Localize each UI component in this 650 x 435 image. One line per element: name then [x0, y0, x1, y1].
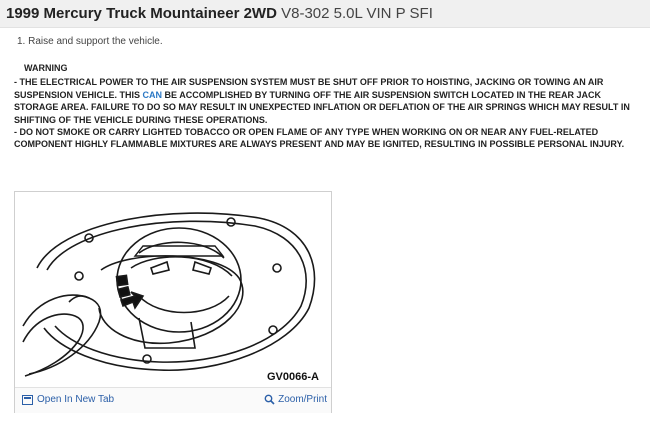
step-text: 1. Raise and support the vehicle. [17, 36, 163, 47]
warning-block [14, 62, 646, 151]
figure-code: GV0066-A [267, 371, 319, 383]
open-in-new-tab-icon [22, 395, 33, 405]
warning-paragraph-1 [14, 76, 646, 126]
vehicle-title: 1999 Mercury Truck Mountaineer 2WD [6, 5, 277, 22]
warning-text: - THE ELECTRICAL POWER TO THE AIR SUSPENSION SYSTEM MUST BE SHUT OFF PRIOR TO HOISTING, JACKING OR TOWING AN AIR SUSPENSION VEHICLE. THIS [14, 77, 604, 100]
warning-text: BE ACCOMPLISHED BY TURNING OFF THE AIR SUSPENSION SWITCH LOCATED IN THE REAR JACK STORAGE AREA. FAILURE TO DO SO MAY RESULT IN UNEXPECTED INFLATION OR DEFLATION OF THE AIR SPRINGS WHICH MAY RESULT IN SHIFTING OF THE VEHICLE DURING THESE OPERATIONS. [14, 89, 630, 125]
fuel-filler-illustration[interactable] [19, 198, 327, 380]
glossary-link[interactable]: CAN [142, 89, 163, 100]
warning-title: WARNING [24, 63, 68, 73]
page-title [6, 5, 433, 22]
warning-paragraph-2: - DO NOT SMOKE OR CARRY LIGHTED TOBACCO OR OPEN FLAME OF ANY TYPE WHEN WORKING ON OR NEAR ANY FUEL-RELATED COMPONENT HIGHLY FLAMMABLE MIXTURES ARE ALWAYS PRESENT AND MAY BE IGNITED, RESULTING IN POSSIBLE PERSONAL INJURY. [14, 127, 625, 150]
engine-subtitle: V8-302 5.0L VIN P SFI [281, 5, 433, 22]
figure-panel [14, 191, 332, 413]
open-in-new-tab-link[interactable] [22, 394, 114, 405]
page-header [0, 0, 650, 28]
figure-toolbar [15, 387, 331, 413]
zoom-label: Zoom/Print [278, 394, 327, 405]
open-label: Open In New Tab [37, 394, 115, 405]
magnifier-icon [264, 394, 275, 405]
zoom-print-link[interactable] [264, 394, 327, 405]
